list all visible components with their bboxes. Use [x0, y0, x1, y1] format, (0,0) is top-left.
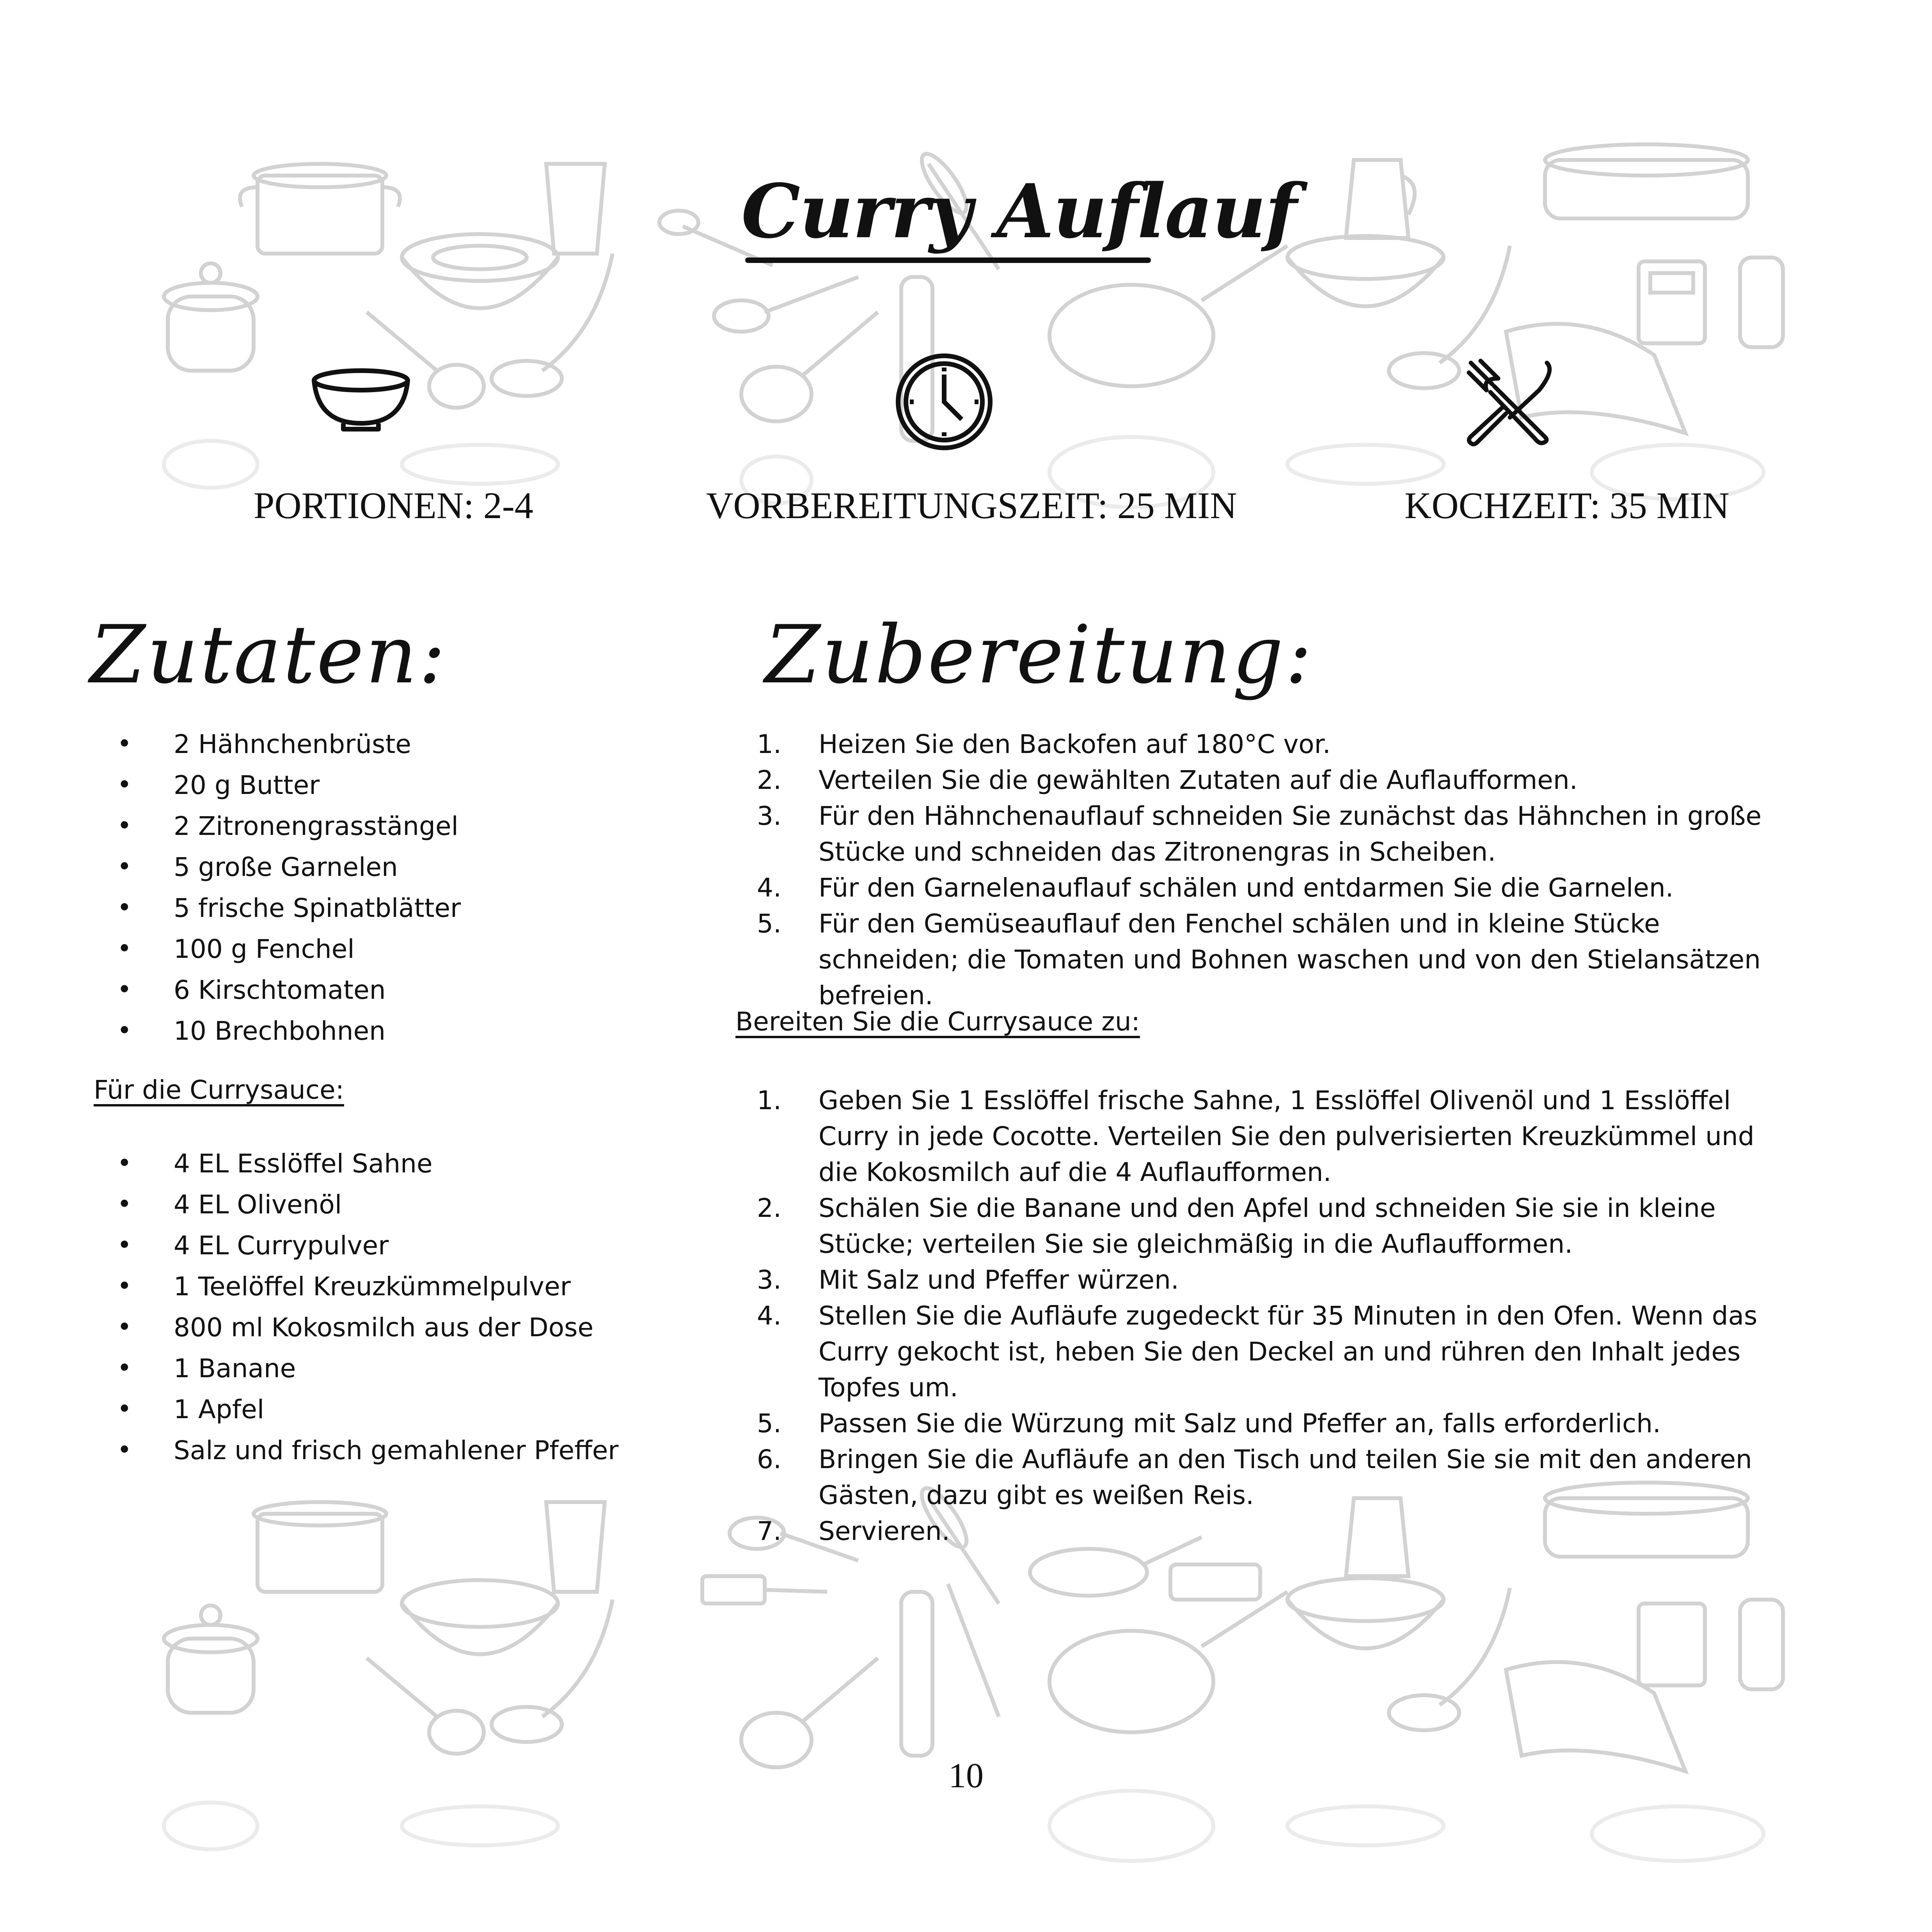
sauce-ingredients-heading: Für die Currysauce: — [94, 1075, 344, 1105]
ingredient-item: • 10 Brechbohnen — [90, 1010, 714, 1051]
step-text: Geben Sie 1 Esslöffel frische Sahne, 1 Esslöffel Olivenöl und 1 Esslöffel Curry in jede Cocotte. Verteilen Sie den pulverisierten Kreuzkümmel und die Kokosmilch auf die 4 Auflaufformen. — [819, 1085, 1754, 1187]
step-text: Bringen Sie die Aufläufe an den Tisch und teilen Sie sie mit den anderen Gästen, dazu gibt es weißen Reis. — [819, 1444, 1752, 1510]
step-text: Schälen Sie die Banane und den Apfel und schneiden Sie sie in kleine Stücke; verteilen Sie sie gleichmäßig in die Auflaufformen. — [819, 1193, 1716, 1259]
step-number: 4. — [757, 873, 781, 903]
ingredient-item: • 1 Teelöffel Kreuzkümmelpulver — [90, 1266, 714, 1307]
pot-sketch-icon — [240, 164, 400, 254]
step-number: 7. — [757, 1516, 781, 1546]
frying-pan-large-sketch-icon — [1049, 1592, 1287, 1732]
step-number: 1. — [757, 729, 781, 759]
step-text: Für den Gemüseauflauf den Fenchel schälen und in kleine Stücke schneiden; die Tomaten und Bohnen waschen und von den Stielansätzen befreien. — [819, 909, 1761, 1010]
step-item — [737, 1298, 1791, 1406]
scale-sketch-icon — [1639, 1603, 1705, 1685]
lidded-pot-sketch-icon — [164, 1605, 257, 1713]
mixing-bowl-sketch-icon — [402, 1580, 558, 1654]
ingredient-item: • 4 EL Esslöffel Sahne — [90, 1143, 714, 1184]
step-number: 6. — [757, 1444, 781, 1474]
ingredient-item: • 100 g Fenchel — [90, 929, 714, 970]
ingredient-item: • 1 Banane — [90, 1348, 714, 1389]
step-item — [737, 1406, 1791, 1442]
ladle-right-sketch-icon — [1389, 1588, 1510, 1730]
ingredients-heading: Zutaten: — [90, 609, 447, 701]
lidded-pot-sketch-icon — [164, 263, 257, 371]
step-text: Für den Garnelenauflauf schälen und entdarmen Sie die Garnelen. — [819, 873, 1674, 903]
step-number: 4. — [757, 1301, 781, 1331]
frying-pan-sketch-icon — [1049, 246, 1287, 386]
rolling-cloth-sketch-icon — [1506, 1662, 1685, 1771]
springform-sketch-icon — [1545, 144, 1748, 218]
step-text: Verteilen Sie die gewählten Zutaten auf die Auflaufformen. — [819, 765, 1578, 795]
bowl-right-sketch-icon — [1287, 236, 1444, 306]
ingredient-item: • Salz und frisch gemahlener Pfeffer — [90, 1430, 714, 1471]
step-item — [737, 1190, 1791, 1262]
ingredient-item: • 4 EL Currypulver — [90, 1225, 714, 1266]
step-text: Für den Hähnchenauflauf schneiden Sie zunächst das Hähnchen in große Stücke und schneiden das Zitronengras in Scheiben. — [819, 801, 1762, 867]
grater-sketch-icon — [1740, 257, 1783, 347]
bread-knife-sketch-icon — [948, 1584, 999, 1717]
step-item — [737, 726, 1791, 762]
jug-sketch-icon — [1346, 160, 1415, 238]
step-number: 2. — [757, 765, 781, 795]
recipe-title: Curry Auflauf — [741, 168, 1296, 255]
ingredient-item: • 4 EL Olivenöl — [90, 1184, 714, 1225]
knife-sketch-icon — [702, 1576, 827, 1603]
ladle-sketch-icon — [492, 1600, 613, 1742]
ladle-sketch-icon — [492, 254, 613, 396]
step-number: 5. — [757, 909, 781, 939]
step-number: 1. — [757, 1085, 781, 1115]
fork-knife-icon — [1463, 355, 1557, 451]
step-text: Heizen Sie den Backofen auf 180°C vor. — [819, 729, 1331, 759]
step-item — [737, 1442, 1791, 1513]
step-text: Servieren. — [819, 1516, 950, 1546]
step-text: Mit Salz und Pfeffer würzen. — [819, 1265, 1179, 1295]
step-item — [737, 798, 1791, 870]
sauce-preparation-heading: Bereiten Sie die Currysauce zu: — [735, 1007, 1140, 1037]
sauce-step-list — [737, 1083, 1791, 1549]
step-number: 2. — [757, 1193, 781, 1223]
step-item — [737, 1262, 1791, 1298]
bowl-icon — [308, 367, 414, 435]
ingredient-item: • 5 frische Spinatblätter — [90, 888, 714, 929]
glass-sketch-icon — [546, 1502, 605, 1592]
step-text: Passen Sie die Würzung mit Salz und Pfeffer an, falls erforderlich. — [819, 1408, 1661, 1438]
step-item — [737, 870, 1791, 906]
pot-sketch-icon — [254, 1502, 386, 1592]
title-underline — [745, 257, 1151, 263]
ingredient-item: • 2 Zitronengrasstängel — [90, 806, 714, 847]
step-number: 5. — [757, 1408, 781, 1438]
ingredient-item: • 1 Apfel — [90, 1389, 714, 1430]
step-text: Stellen Sie die Aufläufe zugedeckt für 35 Minuten in den Ofen. Wenn das Curry gekocht ist, heben Sie den Deckel an und rühren den Inhalt jedes Topfes um. — [819, 1301, 1758, 1403]
clock-icon — [893, 351, 995, 455]
spoon-sketch-icon — [714, 277, 858, 332]
step-item — [737, 906, 1791, 1014]
step-number: 3. — [757, 1265, 781, 1295]
cutting-board-sketch-icon — [1170, 1564, 1260, 1600]
page-number: 10 — [948, 1756, 984, 1795]
ingredient-item: • 6 Kirschtomaten — [90, 970, 714, 1010]
ingredient-list — [90, 724, 714, 1051]
step-item — [737, 1083, 1791, 1190]
servings-label: PORTIONEN: 2-4 — [254, 485, 533, 526]
bowl-right-sketch-icon — [1287, 1578, 1444, 1648]
cook-time-label: KOCHZEIT: 35 MIN — [1405, 485, 1730, 526]
glass-sketch-icon — [546, 164, 605, 254]
step-number: 3. — [757, 801, 781, 831]
slotted-spoon-sketch-icon — [367, 1658, 484, 1754]
prep-time-label: VORBEREITUNGSZEIT: 25 MIN — [706, 485, 1237, 526]
mixing-bowl-sketch-icon — [402, 234, 558, 308]
preparation-step-list — [737, 726, 1791, 1014]
sauce-ingredient-list — [90, 1143, 714, 1471]
scale-sketch-icon — [1639, 261, 1705, 343]
rolling-pin-sketch-icon — [901, 1592, 932, 1756]
grater-sketch-icon — [1740, 1600, 1783, 1689]
step-item — [737, 762, 1791, 798]
step-item — [737, 1513, 1791, 1549]
preparation-heading: Zubereitung: — [765, 609, 1314, 701]
ingredient-item: • 5 große Garnelen — [90, 847, 714, 888]
ingredient-item: • 800 ml Kokosmilch aus der Dose — [90, 1307, 714, 1348]
strainer-sketch-icon — [741, 1658, 878, 1767]
ingredient-item: • 20 g Butter — [90, 765, 714, 806]
ingredient-item: • 2 Hähnchenbrüste — [90, 724, 714, 765]
